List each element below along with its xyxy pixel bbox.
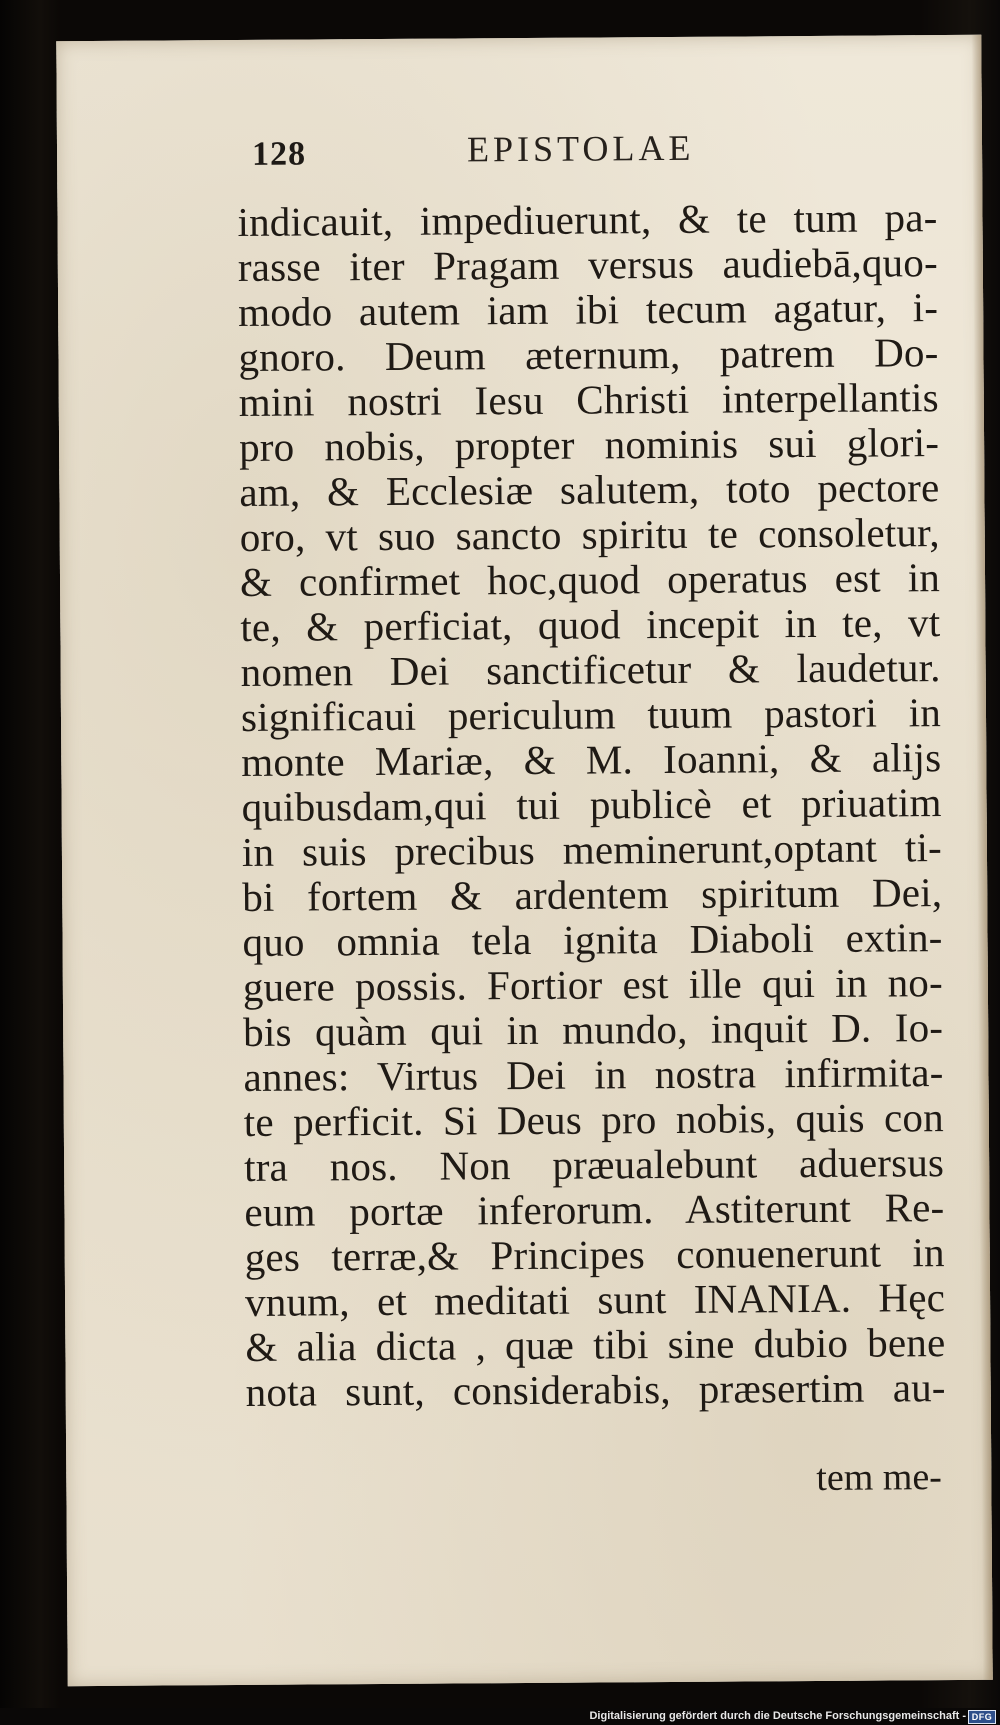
footer-credit: Digitalisierung gefördert durch die Deutsche Forschungsgemeinschaft - — [589, 1710, 966, 1722]
book-page — [56, 35, 992, 1686]
text-line: monte Mariæ, & M. Ioanni, & alijs — [241, 734, 942, 785]
text-line: eum portæ inferorum. Astiterunt Re- — [244, 1184, 945, 1235]
text-line: te, & perficiat, quod incepit in te, vt — [240, 599, 941, 650]
text-line: indicauit, impediuerunt, & te tum pa- — [237, 194, 938, 245]
text-line: guere possis. Fortior est ille qui in no- — [242, 959, 944, 1010]
text-line: vnum, et meditati sunt INANIA. Hęc — [244, 1274, 946, 1325]
text-line: bi fortem & ardentem spiritum Dei, — [242, 869, 943, 920]
text-line: am, & Ecclesiæ salutem, toto pectore — [239, 464, 940, 515]
text-line: quo omnia tela ignita Diaboli extin- — [242, 914, 943, 965]
text-line: significaui periculum tuum pastori in — [240, 689, 942, 740]
running-title: EPISTOLAE — [466, 127, 695, 170]
catchword: tem me- — [816, 1456, 943, 1499]
text-line: pro nobis, propter nominis sui glori- — [238, 419, 940, 470]
text-line: mini nostri Iesu Christi interpellantis — [238, 374, 939, 425]
page-number: 128 — [251, 135, 307, 173]
text-line: nomen Dei sanctificetur & laudetur. — [240, 644, 941, 695]
text-line: in suis precibus meminerunt,optant ti- — [241, 824, 943, 875]
dfg-logo-icon: DFG — [968, 1710, 996, 1724]
text-line: gnoro. Deum æternum, patrem Do- — [238, 329, 939, 380]
text-line: quibusdam,qui tui publicè et priuatim — [241, 779, 942, 830]
digitization-footer — [0, 1708, 1000, 1725]
text-line: te perficit. Si Deus pro nobis, quis con — [243, 1094, 944, 1145]
text-line: ges terræ,& Principes conuenerunt in — [244, 1229, 945, 1280]
text-line: modo autem iam ibi tecum agatur, i- — [238, 284, 939, 335]
text-line: nota sunt, considerabis, præsertim au- — [245, 1364, 946, 1415]
text-line: annes: Virtus Dei in nostra infirmita- — [243, 1049, 944, 1100]
text-line: oro, vt suo sancto spiritu te consoletur, — [239, 509, 940, 560]
text-line: & alia dicta , quæ tibi sine dubio bene — [245, 1319, 946, 1370]
text-line: tra nos. Non præualebunt aduersus — [243, 1139, 945, 1190]
text-line: rasse iter Pragam versus audiebā,quo- — [237, 239, 938, 290]
body-text — [237, 195, 945, 1415]
text-line: & confirmet hoc,quod operatus est in — [239, 554, 941, 605]
running-head — [252, 119, 892, 173]
text-line: bis quàm qui in mundo, inquit D. Io- — [243, 1004, 944, 1055]
